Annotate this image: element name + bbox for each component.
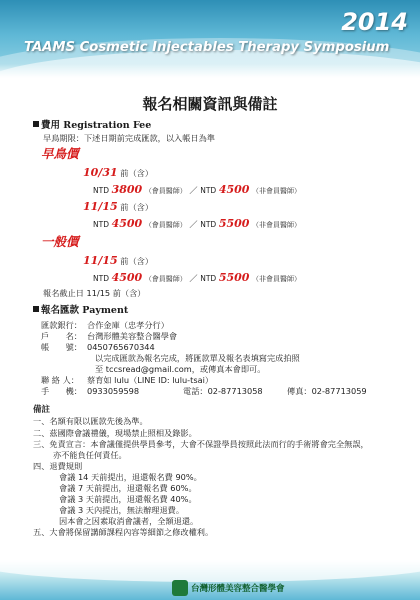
account-name-row: 戶 名： 台灣形體美容整合醫學會 xyxy=(41,330,178,341)
account-instructions-email: 至 tccsread@gmail.com，或傳真本會即可。 xyxy=(95,363,266,374)
footer-banner xyxy=(0,560,420,600)
event-title: TAAMS Cosmetic Injectables Therapy Symposium xyxy=(24,40,390,55)
refund-rule: 會議 14 天前提出，退還報名費 90%。 xyxy=(59,471,202,482)
organization-name: 台灣形體美容整合醫學會 xyxy=(191,584,285,594)
event-year: 2014 xyxy=(341,8,408,36)
organization-logo xyxy=(172,580,285,596)
fee-heading: 費用 Registration Fee xyxy=(33,120,393,133)
fee-price-row: NTD 3800 （會員醫師） ／ NTD 4500 （非會員醫師） xyxy=(93,182,302,196)
square-bullet-icon xyxy=(33,121,39,127)
contact-row: 聯 絡 人： 蔡育如 lulu（LINE ID: lulu-tsai） xyxy=(41,374,214,385)
fee-price-row: NTD 4500 （會員醫師） ／ NTD 5500 （非會員醫師） xyxy=(93,217,302,231)
phone-row: 手 機： 0933059598 電話：02-87713058 傳真：02-87713059 xyxy=(41,385,367,396)
payment-details xyxy=(33,320,393,397)
footer-swoosh xyxy=(0,560,420,582)
fee-date-row: 11/15 前（含） xyxy=(83,200,154,214)
fee-price-row: NTD 4500 （會員醫師） ／ NTD 5500 （非會員醫師） xyxy=(93,270,302,284)
square-bullet-icon xyxy=(33,306,39,312)
account-number-row: 帳 號： 0450765670344 xyxy=(41,341,155,352)
header-banner xyxy=(0,0,420,78)
account-instructions: 以完成匯款為報名完成，將匯款單及報名表填寫完成拍照 xyxy=(95,352,300,363)
refund-rule: 會議 7 天前提出，退還報名費 60%。 xyxy=(59,482,197,493)
note-item-continuation: 亦不能負任何責任。 xyxy=(53,449,127,460)
notes-heading: 備註 xyxy=(33,405,51,415)
payment-heading: 報名匯款 Payment xyxy=(33,305,393,318)
note-item: 四、退費規則 xyxy=(33,460,83,471)
early-bird-note: 早鳥期限：下述日期前完成匯款，以入帳日為準 xyxy=(43,132,215,143)
document-body xyxy=(33,120,393,538)
organization-logo-icon xyxy=(172,580,188,596)
page-title: 報名相關資訊與備註 xyxy=(142,95,278,113)
registration-deadline: 報名截止日 11/15 前（含） xyxy=(43,287,146,298)
refund-rule: 會議 3 天內提出，無法辦理退費。 xyxy=(59,504,185,515)
bank-row: 匯款銀行： 合作金庫（忠孝分行） xyxy=(41,319,169,330)
fee-date-row: 10/31 前（含） xyxy=(83,165,154,179)
note-item: 一、名額有限以匯款先後為準。 xyxy=(33,416,148,427)
refund-rule: 會議 3 天前提出，退還報名費 40%。 xyxy=(59,493,197,504)
header-fade xyxy=(0,64,420,78)
early-bird-label: 早鳥價 xyxy=(41,145,79,161)
note-item: 五、大會將保留講師課程內容等細節之修改權利。 xyxy=(33,527,214,538)
refund-rule: 因本會之因素取消會議者，全額退還。 xyxy=(59,516,199,527)
fee-date-row: 11/15 前（含） xyxy=(83,254,154,267)
general-price-label: 一般價 xyxy=(41,234,79,250)
note-item: 三、免責宣言：本會議僅提供學員參考，大會不保證學員按照此法而行的手術將會完全無誤， xyxy=(33,438,369,449)
note-item: 二、茲國際會議禮儀，現場禁止照相及錄影。 xyxy=(33,427,197,438)
